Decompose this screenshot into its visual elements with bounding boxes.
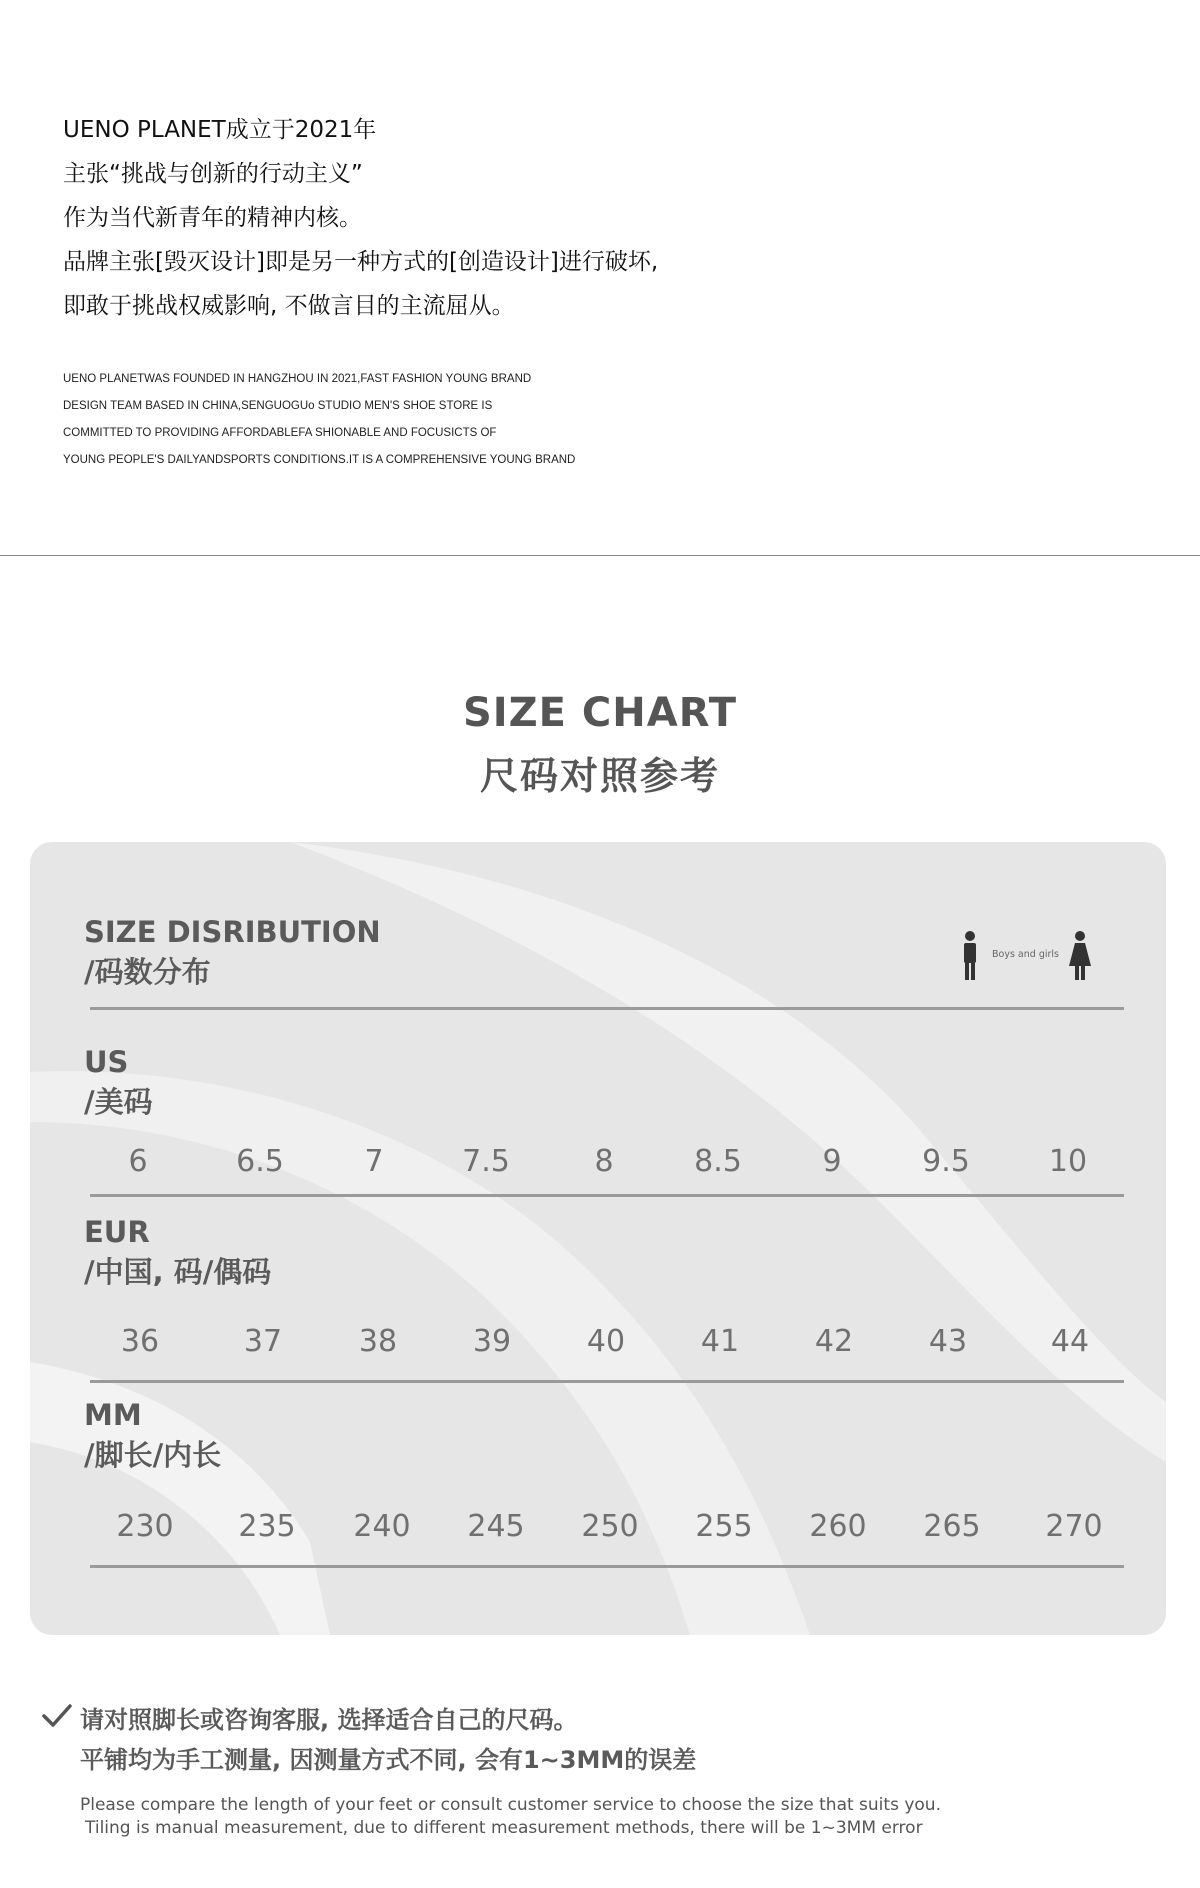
row-title: MM xyxy=(84,1398,142,1432)
distribution-title: SIZE DISRIBUTION xyxy=(84,915,381,949)
male-figure-icon xyxy=(960,930,980,982)
gender-legend xyxy=(960,930,1100,982)
note-en-line2: Tiling is manual measurement, due to different measurement methods, there will be 1~3MM error xyxy=(85,1818,923,1838)
checkmark-icon xyxy=(42,1703,72,1729)
section-divider xyxy=(0,555,1200,556)
intro-en-line: YOUNG PEOPLE'S DAILYANDSPORTS CONDITIONS.IT IS A COMPREHENSIVE YOUNG BRAND xyxy=(63,454,576,466)
eur-size-row xyxy=(90,1322,1124,1362)
row-subtitle: /美码 xyxy=(84,1085,153,1119)
size-cell: 40 xyxy=(586,1324,626,1359)
size-cell: 230 xyxy=(116,1509,174,1544)
distribution-label xyxy=(84,912,381,992)
size-cell: 250 xyxy=(581,1509,639,1544)
table-rule xyxy=(90,1380,1124,1383)
size-cell: 260 xyxy=(809,1509,867,1544)
note-cn-line1: 请对照脚长或咨询客服, 选择适合自己的尺码。 xyxy=(80,1706,578,1734)
female-figure-icon xyxy=(1068,930,1092,982)
row-subtitle: /脚长/内长 xyxy=(84,1438,222,1472)
size-cell: 265 xyxy=(923,1509,981,1544)
intro-cn-line: 品牌主张[毁灭设计]即是另一种方式的[创造设计]进行破坏, xyxy=(63,249,659,275)
size-cell: 44 xyxy=(1050,1324,1090,1359)
size-cell: 8.5 xyxy=(694,1144,742,1179)
mm-label xyxy=(84,1395,221,1475)
size-cell: 36 xyxy=(120,1324,160,1359)
size-cell: 43 xyxy=(928,1324,968,1359)
table-rule xyxy=(90,1007,1124,1010)
size-cell: 9 xyxy=(822,1144,842,1179)
intro-en-block xyxy=(63,366,963,474)
size-cell: 38 xyxy=(358,1324,398,1359)
size-cell: 270 xyxy=(1045,1509,1103,1544)
size-cell: 235 xyxy=(238,1509,296,1544)
size-cell: 8 xyxy=(594,1144,614,1179)
size-cell: 6 xyxy=(128,1144,148,1179)
table-rule xyxy=(90,1194,1124,1197)
size-cell: 9.5 xyxy=(922,1144,970,1179)
size-chart-title-cn: 尺码对照参考 xyxy=(479,754,720,798)
intro-en-line: COMMITTED TO PROVIDING AFFORDABLEFA SHIONABLE AND FOCUSICTS OF xyxy=(63,427,497,439)
size-cell: 42 xyxy=(814,1324,854,1359)
note-en-line1: Please compare the length of your feet or consult customer service to choose the size that suits you. xyxy=(80,1795,941,1815)
intro-cn-line: UENO PLANET成立于2021年 xyxy=(63,117,377,143)
distribution-subtitle: /码数分布 xyxy=(84,955,211,989)
intro-en-line: UENO PLANETWAS FOUNDED IN HANGZHOU IN 2021,FAST FASHION YOUNG BRAND xyxy=(63,373,532,385)
us-label xyxy=(84,1042,153,1122)
size-chart-title: SIZE CHART xyxy=(462,690,738,736)
intro-cn-line: 作为当代新青年的精神内核。 xyxy=(63,205,362,231)
size-cell: 7 xyxy=(364,1144,384,1179)
row-title: US xyxy=(84,1045,129,1079)
legend-label: Boys and girls xyxy=(992,949,1059,960)
eur-label xyxy=(84,1212,271,1292)
row-title: EUR xyxy=(84,1215,150,1249)
size-cell: 240 xyxy=(353,1509,411,1544)
size-cell: 10 xyxy=(1048,1144,1088,1179)
intro-en-line: DESIGN TEAM BASED IN CHINA,SENGUOGUo STUDIO MEN'S SHOE STORE IS xyxy=(63,400,493,412)
size-cell: 41 xyxy=(700,1324,740,1359)
size-cell: 37 xyxy=(243,1324,283,1359)
mm-size-row xyxy=(90,1507,1124,1547)
size-cell: 6.5 xyxy=(236,1144,284,1179)
size-cell: 245 xyxy=(467,1509,525,1544)
size-cell: 7.5 xyxy=(462,1144,510,1179)
us-size-row xyxy=(90,1142,1124,1182)
note-cn-line2: 平铺均为手工测量, 因测量方式不同, 会有1~3MM的误差 xyxy=(80,1746,697,1774)
size-cell: 255 xyxy=(695,1509,753,1544)
intro-cn-line: 主张“挑战与创新的行动主义” xyxy=(63,161,363,187)
brand-intro xyxy=(63,108,963,474)
table-rule xyxy=(90,1565,1124,1568)
size-cell: 39 xyxy=(472,1324,512,1359)
row-subtitle: /中国, 码/偶码 xyxy=(84,1255,272,1289)
intro-cn-line: 即敢于挑战权威影响, 不做言目的主流屈从。 xyxy=(63,293,515,319)
